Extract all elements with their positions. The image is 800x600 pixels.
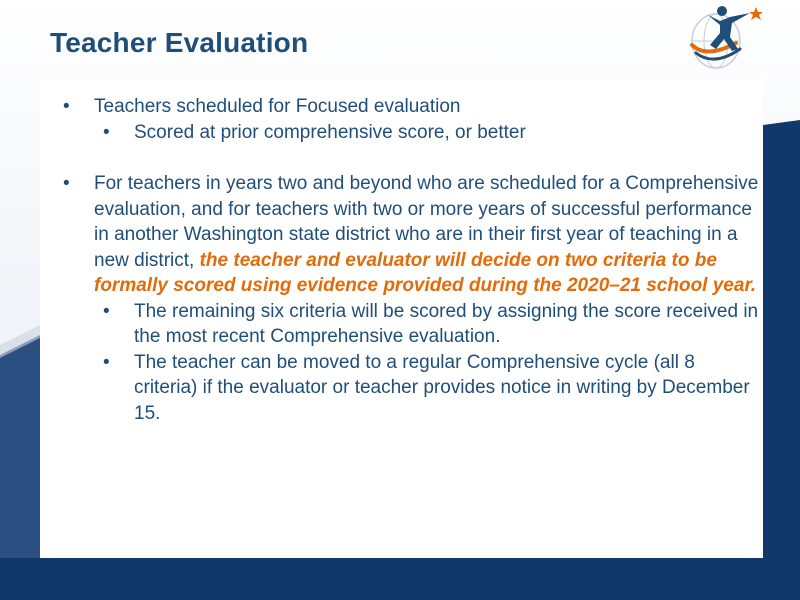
sub-bullet-text-prior-score: Scored at prior comprehensive score, or better — [134, 121, 526, 143]
bullet-text-focused-evaluation: Teachers scheduled for Focused evaluation — [94, 96, 461, 117]
sub-bullet-list — [94, 120, 763, 146]
figure-with-star-and-globe-logo — [686, 3, 770, 73]
left-wave — [0, 335, 40, 558]
list-item — [40, 94, 763, 145]
slide-title: Teacher Evaluation — [50, 27, 309, 58]
content-box — [40, 79, 763, 558]
sub-bullet-list — [94, 299, 763, 427]
sub-list-item — [94, 120, 763, 146]
bullet-list — [40, 94, 763, 426]
sub-bullet-text-remaining-criteria: The remaining six criteria will be scored by assigning the score received in the most recent Comprehensive evaluation. — [134, 300, 759, 347]
emphasis-text: the teacher and evaluator will decide on two criteria to be formally scored using evidence provided during the 2020–21 school year. — [94, 249, 757, 296]
bottom-band — [0, 558, 800, 600]
bullet-text-comprehensive: For teachers in years two and beyond who are scheduled for a Comprehensive evaluation, and for teachers with two or more years of successful performance in another Washington state district who are in their first year of teaching in a new district, — [94, 173, 759, 271]
right-band — [763, 120, 800, 600]
sub-bullet-text-regular-cycle: The teacher can be moved to a regular Comprehensive cycle (all 8 criteria) if the evaluator or teacher provides notice in writing by December 15. — [134, 351, 750, 424]
sub-list-item — [94, 350, 763, 427]
sub-list-item — [94, 299, 763, 350]
list-item — [40, 171, 763, 426]
